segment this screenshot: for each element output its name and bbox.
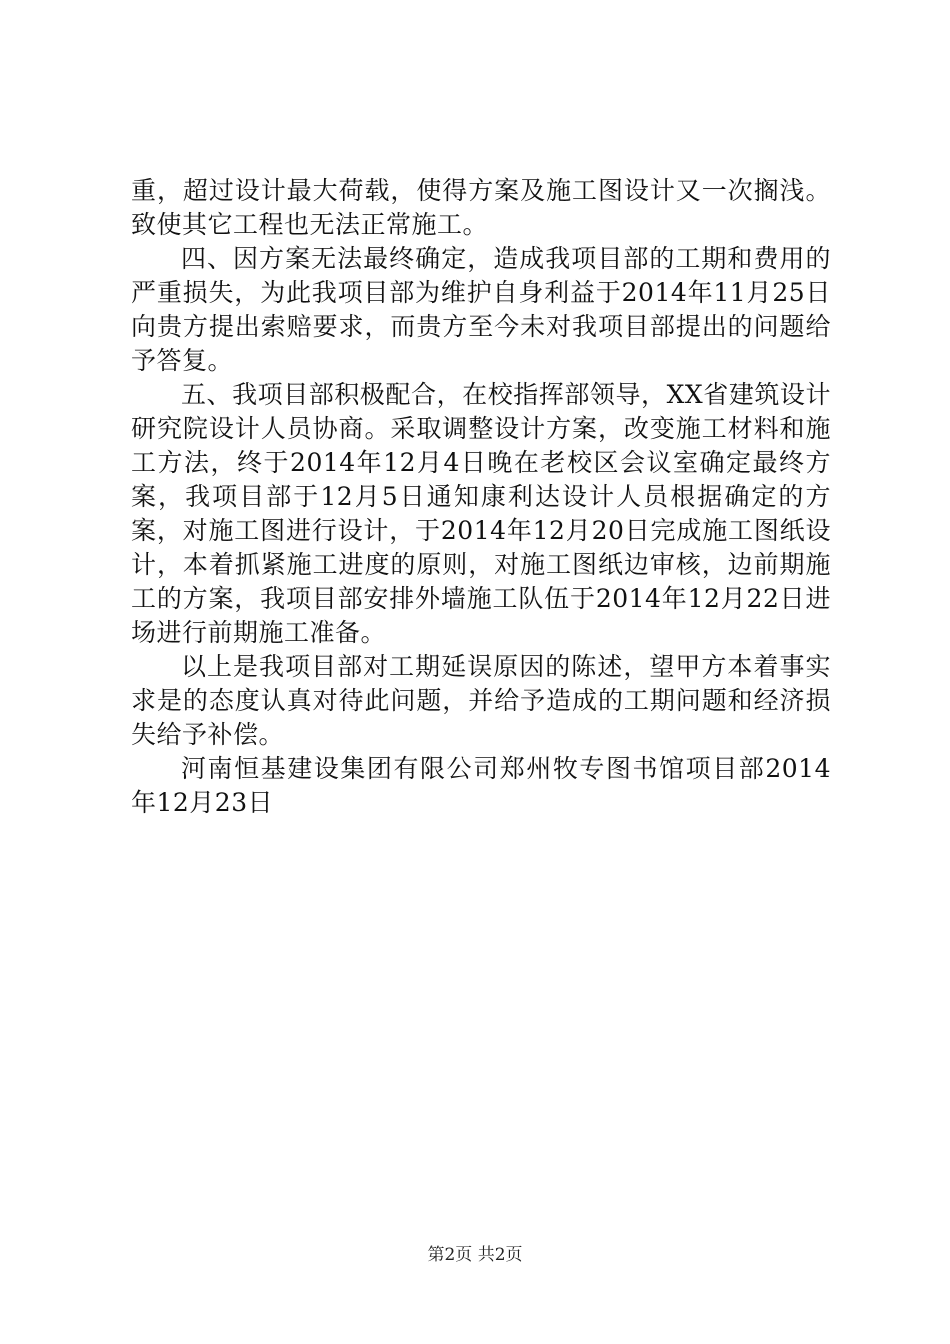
- signature-line: 河南恒基建设集团有限公司郑州牧专图书馆项目部2014年12月23日: [131, 754, 831, 817]
- paragraph-conclusion: 以上是我项目部对工期延误原因的陈述，望甲方本着事实求是的态度认真对待此问题，并给予造成的工期问题和经济损失给予补偿。: [131, 652, 831, 749]
- paragraph-item-five: 五、我项目部积极配合，在校指挥部领导，XX省建筑设计研究院设计人员协商。采取调整设计方案，改变施工材料和施工方法，终于2014年12月4日晚在老校区会议室确定最终方案，我项目部于12月5日通知康利达设计人员根据确定的方案，对施工图进行设计，于2014年12月20日完成施工图纸设计，本着抓紧施工进度的原则，对施工图纸边审核，边前期施工的方案，我项目部安排外墙施工队伍于2014年12月22日进场进行前期施工准备。: [131, 380, 831, 647]
- page-number-footer: 第2页 共2页: [427, 1245, 523, 1265]
- paragraph-continuation: 重，超过设计最大荷载，使得方案及施工图设计又一次搁浅。致使其它工程也无法正常施工。: [131, 176, 831, 239]
- document-body: [131, 174, 831, 820]
- paragraph-item-four: 四、因方案无法最终确定，造成我项目部的工期和费用的严重损失，为此我项目部为维护自身利益于2014年11月25日向贵方提出索赔要求，而贵方至今未对我项目部提出的问题给予答复。: [131, 244, 831, 375]
